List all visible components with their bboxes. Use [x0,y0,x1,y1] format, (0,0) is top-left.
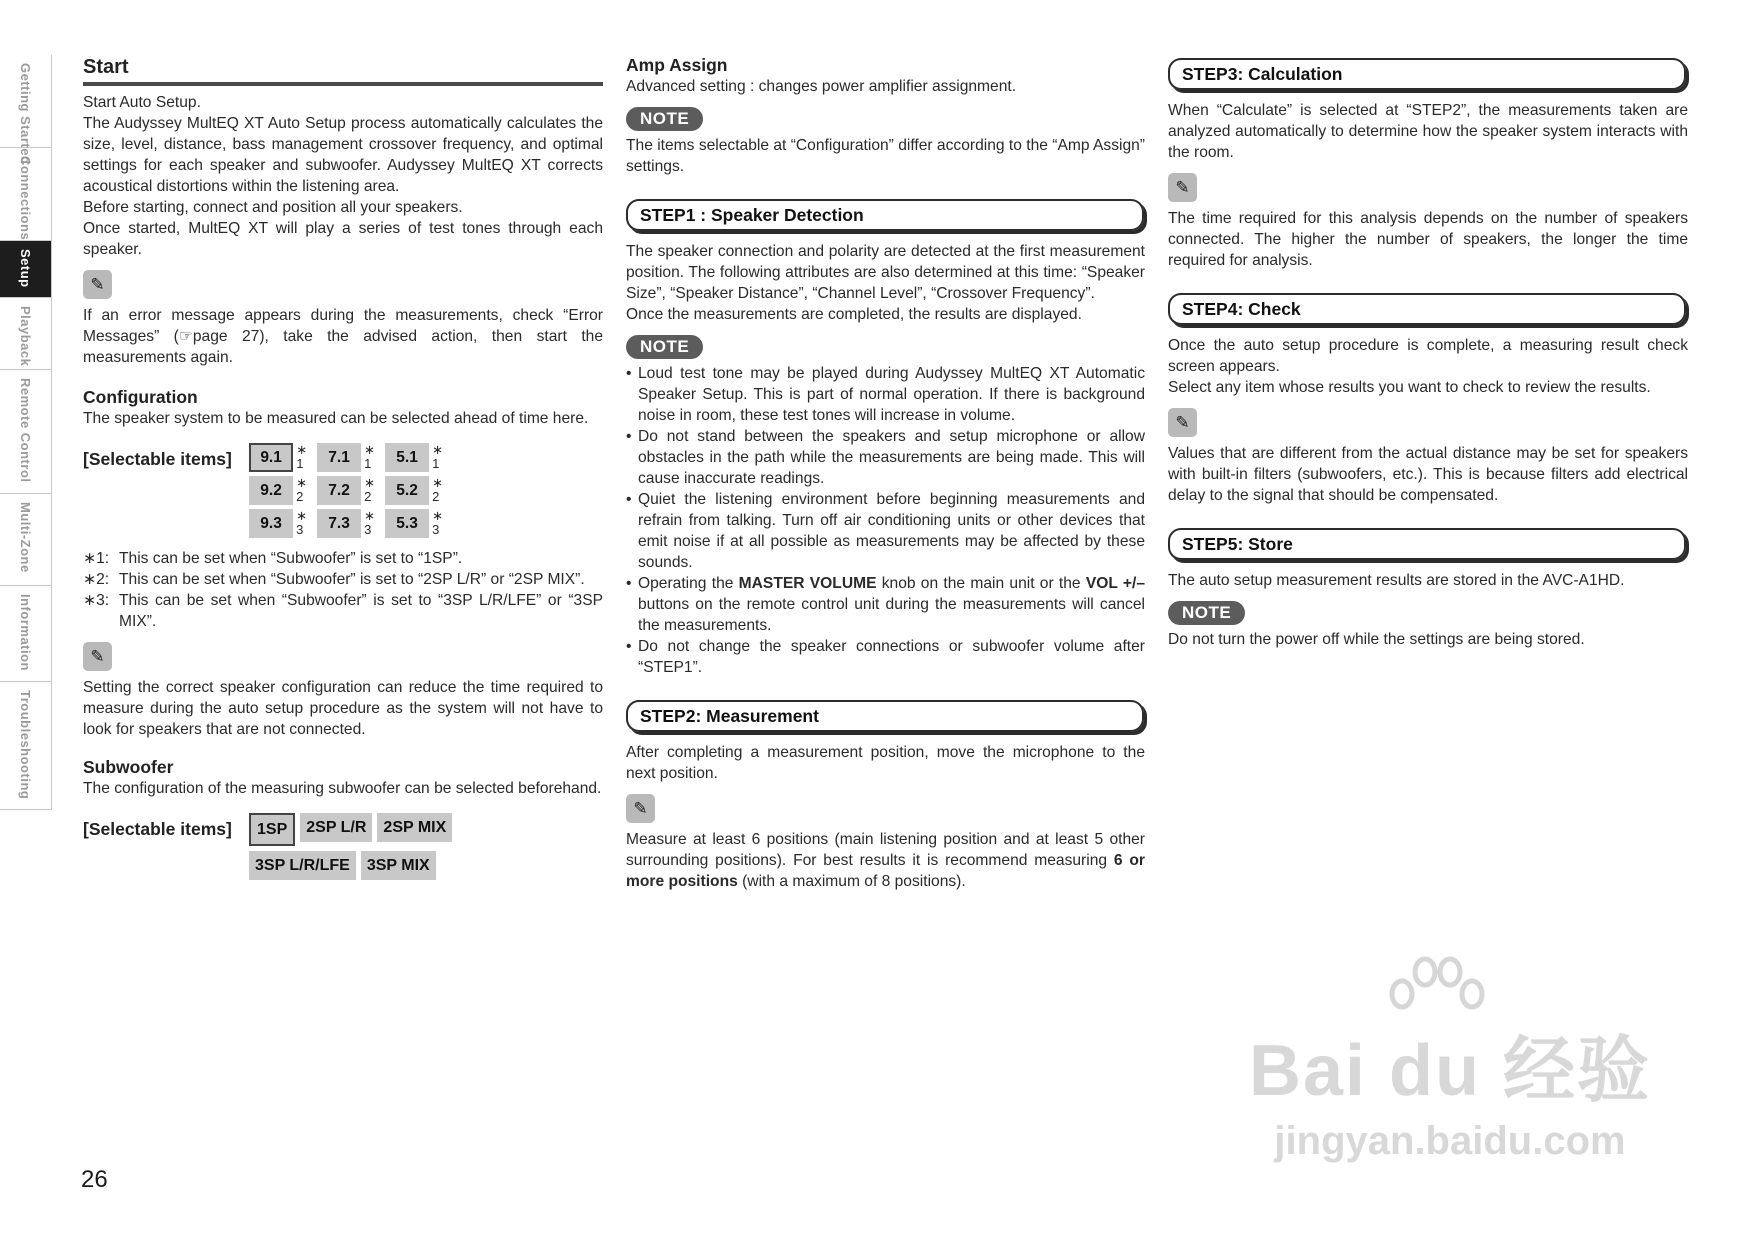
footnote-text: This can be set when “Subwoofer” is set to “3SP L/R/LFE” or “3SP MIX”. [119,592,603,630]
step1-text: The speaker connection and polarity are detected at the first measurement position. The following attributes are also determined at this time: “Speaker Size”, “Speaker Distance”, “Channel Level”, “Crossover Frequency”. [626,243,1145,302]
pencil-icon: ✎ [626,794,655,823]
note-badge: NOTE [626,335,703,359]
footnote-mark: ∗ 3 [296,508,308,537]
config-option-chip[interactable]: 5.3 [385,509,429,538]
page-number: 26 [81,1166,108,1193]
config-option[interactable] [317,509,385,538]
side-tab-label: Playback [18,306,33,367]
subwoofer-option-chip[interactable]: 1SP [249,813,295,846]
side-tab-label: Getting Started [18,63,33,165]
start-paragraph: Start Auto Setup. [83,94,201,111]
amp-assign-text: Advanced setting : changes power amplifier assignment. [626,78,1017,95]
config-option-chip[interactable]: 5.1 [385,443,429,472]
side-tab-troubleshooting[interactable] [0,682,52,810]
watermark-main-text: Bai du 经验 [1248,1031,1651,1111]
subwoofer-options [249,813,469,880]
config-selectable-items [83,443,603,538]
step5-title-box: STEP5: Store [1168,528,1686,560]
list-item: • Do not stand between the speakers and setup microphone or allow obstacles in the path while the measurements are being made. This will cause inaccurate readings. [626,426,1145,489]
config-options-grid [249,443,453,538]
footnote [83,569,603,590]
column-right [1168,54,1688,650]
subwoofer-option-chip[interactable]: 3SP L/R/LFE [249,851,356,880]
footnotes [83,548,603,632]
config-option-chip[interactable]: 7.1 [317,443,361,472]
amp-assign-note: The items selectable at “Configuration” differ according to the “Amp Assign” settings. [626,137,1145,175]
selectable-items-label: [Selectable items] [83,449,232,469]
config-option[interactable] [317,443,385,472]
list-item: • Quiet the listening environment before beginning measurements and refrain from talking. Turn off air conditioning units or other devices that emit noise if at all possible as measurements may be affected by these sounds. [626,489,1145,573]
side-tab-label: Information [18,594,33,671]
side-tab-multi-zone[interactable] [0,494,52,586]
start-paragraph: Before starting, connect and position all your speakers. [83,199,463,216]
footnote-mark: ∗ 3 [432,508,444,537]
footnote-mark: ∗ 1 [296,442,308,471]
step1-notes-list [626,363,1145,678]
step2-title-box: STEP2: Measurement [626,700,1144,732]
config-option-chip[interactable]: 7.3 [317,509,361,538]
subwoofer-description: The configuration of the measuring subwoofer can be selected beforehand. [83,780,602,797]
side-tab-label: Troubleshooting [18,690,33,800]
footnote-mark: ∗ 2 [296,475,308,504]
list-text: Operating the [638,575,739,592]
step2-memo [626,829,1145,892]
footnote-text: This can be set when “Subwoofer” is set to “1SP”. [119,550,463,567]
subwoofer-option-chip[interactable]: 2SP MIX [377,813,452,842]
side-tab-label: Multi-Zone [18,502,33,573]
subwoofer-selectable-items [83,813,603,880]
step4-text: Select any item whose results you want to check to review the results. [1168,379,1651,396]
pencil-icon: ✎ [1168,408,1197,437]
config-option-chip[interactable]: 9.3 [249,509,293,538]
column-middle [626,54,1145,892]
memo-bold-text: 6 or more positions [626,852,1145,890]
pencil-icon: ✎ [1168,173,1197,202]
config-heading: Configuration [83,387,198,407]
step4-title-box: STEP4: Check [1168,293,1686,325]
config-option[interactable] [317,476,385,505]
list-text: buttons on the remote control unit during the measurements will cancel the measurements. [638,596,1145,634]
config-option-chip[interactable]: 5.2 [385,476,429,505]
config-option[interactable] [385,476,453,505]
step4-text: Once the auto setup procedure is complete, a measuring result check screen appears. [1168,337,1688,375]
side-tabs [0,55,52,810]
column-left [83,54,603,880]
side-tab-getting-started[interactable] [0,55,52,165]
config-option[interactable] [385,509,453,538]
step1-text-2: Once the measurements are completed, the results are displayed. [626,306,1082,323]
footnote-mark: ∗ 2 [364,475,376,504]
config-option-chip[interactable]: 9.2 [249,476,293,505]
footnote-mark: ∗ 2 [432,475,444,504]
footnote-mark: ∗ 1 [432,442,444,471]
list-item [626,573,1145,636]
subwoofer-option-chip[interactable]: 2SP L/R [300,813,372,842]
side-tab-label: Connections [18,156,33,241]
config-memo-text: Setting the correct speaker configuration can reduce the time required to measure during the auto setup procedure as the system will not have to look for speakers that are not connected. [83,679,603,738]
config-option-chip[interactable]: 7.2 [317,476,361,505]
list-text: knob on the main unit or the [876,575,1086,592]
section-heading-start: Start [83,54,603,86]
side-tab-setup[interactable] [0,241,52,298]
pencil-icon: ✎ [83,270,112,299]
footnote-mark: ∗ 3 [364,508,376,537]
step3-memo: The time required for this analysis depends on the number of speakers connected. The higher the number of speakers, the longer the time required for analysis. [1168,210,1688,269]
paw-icon [1380,954,1490,1054]
config-description: The speaker system to be measured can be selected ahead of time here. [83,410,589,427]
selectable-items-label: [Selectable items] [83,819,232,839]
step2-text: After completing a measurement position, move the microphone to the next position. [626,744,1145,782]
start-paragraph: The Audyssey MultEQ XT Auto Setup process automatically calculates the size, level, distance, bass management crossover frequency, and optimal settings for each speaker and subwoofer. Audyssey MultEQ XT corrects acoustical distortions within the listening area. [83,115,603,195]
list-item: • Do not change the speaker connections or subwoofer volume after “STEP1”. [626,636,1145,678]
config-option[interactable] [249,509,317,538]
list-item: • Loud test tone may be played during Audyssey MultEQ XT Automatic Speaker Setup. This is part of normal operation. If there is background noise in room, these test tones will increase in volume. [626,363,1145,426]
amp-assign-heading: Amp Assign [626,55,728,75]
start-paragraph: Once started, MultEQ XT will play a series of test tones through each speaker. [83,220,603,258]
side-tab-remote-control[interactable] [0,370,52,494]
baidu-watermark [1240,970,1660,1170]
error-note-text: If an error message appears during the measurements, check “Error Messages” (☞page 27), take the advised action, then start the measurements again. [83,307,603,366]
master-volume-label: MASTER VOLUME [738,575,877,592]
step5-text: The auto setup measurement results are stored in the AVC-A1HD. [1168,572,1625,589]
note-badge: NOTE [1168,601,1245,625]
config-option-chip[interactable]: 9.1 [249,443,293,472]
footnote-mark: ∗3: [83,592,110,609]
step1-title-box: STEP1 : Speaker Detection [626,199,1144,231]
pencil-icon: ✎ [83,642,112,671]
subwoofer-heading: Subwoofer [83,757,174,777]
step5-note: Do not turn the power off while the settings are being stored. [1168,631,1585,648]
note-badge: NOTE [626,107,703,131]
footnote-mark: ∗1: [83,550,110,567]
config-option[interactable] [249,476,317,505]
config-option[interactable] [385,443,453,472]
footnote-mark: ∗2: [83,571,110,588]
vol-label: VOL +/– [1085,575,1146,592]
watermark-sub-text: jingyan.baidu.com [1274,1119,1626,1163]
footnote-text: This can be set when “Subwoofer” is set to “2SP L/R” or “2SP MIX”. [119,571,585,588]
step3-title-box: STEP3: Calculation [1168,58,1686,90]
footnote [83,548,603,569]
side-tab-connections[interactable] [0,148,52,241]
subwoofer-option-chip[interactable]: 3SP MIX [361,851,436,880]
step3-text: When “Calculate” is selected at “STEP2”, the measurements taken are analyzed automatically to determine how the speaker system interacts with the room. [1168,102,1688,161]
config-option[interactable] [249,443,317,472]
footnote [83,590,603,632]
step4-memo: Values that are different from the actual distance may be set for speakers with built-in filters (subwoofers, etc.). This is because filters add electrical delay to the signal that should be compensated. [1168,445,1688,504]
side-tab-information[interactable] [0,586,52,682]
memo-text: (with a maximum of 8 positions). [737,873,966,890]
side-tab-label: Setup [18,249,33,288]
memo-text: Measure at least 6 positions (main listening position and at least 5 other surrounding positions). For best results it is recommend measuring [626,831,1145,869]
side-tab-label: Remote Control [18,378,33,483]
side-tab-playback[interactable] [0,298,52,370]
footnote-mark: ∗ 1 [364,442,376,471]
